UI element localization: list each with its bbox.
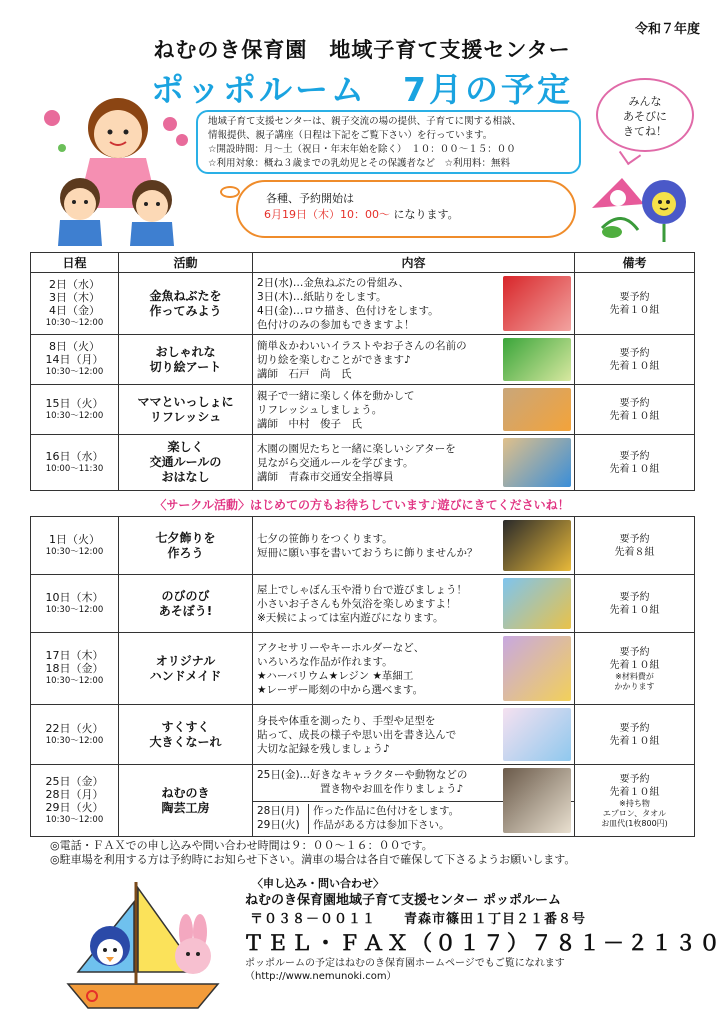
contact-org: ねむのき保育園地域子育て支援センター ポッポルーム bbox=[245, 893, 562, 908]
event-content: 2日(水)…金魚ねぶたの骨組み、 3日(木)…紙貼りをします。 4日(金)…ロウ描き、色付けをします。 色付けのみの参加もできますよ！ bbox=[253, 273, 575, 335]
table-row bbox=[31, 435, 695, 491]
intro-line: 地域子育て支援センターは、親子交流の場の提供、子育てに関する相談、 bbox=[208, 116, 522, 127]
table-row bbox=[31, 335, 695, 385]
contact-phone: ＴＥＬ・ＦＡＸ（０１７）７８１－２１３０ bbox=[243, 931, 723, 955]
fiscal-year: 令和７年度 bbox=[634, 22, 700, 37]
circle-date: 25日（金） 28日（月） 29日（火） 10:30～12:00 bbox=[31, 765, 119, 837]
contact-heading: 〈申し込み・問い合わせ〉 bbox=[252, 877, 384, 890]
intro-line: 情報提供、親子講座（日程は下記をご覧下さい）を行っています。 bbox=[208, 130, 493, 141]
footer-note: ◎駐車場を利用する方は予約時にお知らせ下さい。満車の場合は各自で確保して下さるようお願いします。 bbox=[50, 853, 576, 866]
cloud-tail bbox=[220, 186, 240, 198]
events-table bbox=[30, 252, 695, 491]
event-activity: 楽しく 交通ルールの おはなし bbox=[119, 435, 253, 491]
footer-note: ◎電話・ＦＡＸでの申し込みや問い合わせ時間は９：００～１６：００です。 bbox=[50, 839, 433, 852]
circle-notes: 要予約 先着１０組 bbox=[575, 575, 695, 633]
circle-notes: 要予約 先着１０組 bbox=[575, 705, 695, 765]
circle-activity: 七夕飾りを 作ろう bbox=[119, 517, 253, 575]
circle-notes: 要予約 先着１０組 ※持ち物 エプロン、タオル お皿代(1枚800円) bbox=[575, 765, 695, 837]
traffic-safety-photo bbox=[503, 438, 571, 487]
sailboat-mascots-illustration bbox=[48, 872, 230, 1012]
event-date: 8日（火） 14日（月） 10:30～12:00 bbox=[31, 335, 119, 385]
event-notes: 要予約 先着１０組 bbox=[575, 335, 695, 385]
circle-activity: ねむのき 陶芸工房 bbox=[119, 765, 253, 837]
circle-content: 七夕の笹飾りをつくります。 短冊に願い事を書いておうちに飾りませんか？ bbox=[253, 517, 575, 575]
intro-box bbox=[196, 110, 581, 174]
teacher-children-illustration bbox=[40, 88, 190, 248]
event-content: 親子で一緒に楽しく体を動かして リフレッシュしましょう。 講師 中村 俊子 氏 bbox=[253, 385, 575, 435]
circle-notes: 要予約 先着１０組 ※材料費が かかります bbox=[575, 633, 695, 705]
notice-label: 各種、予約開始は bbox=[266, 192, 354, 205]
intro-line: ☆利用対象：概ね３歳までの乳幼児とその保護者など ☆利用料：無料 bbox=[208, 158, 511, 169]
reservation-notice bbox=[236, 180, 576, 238]
event-notes: 要予約 先着１０組 bbox=[575, 273, 695, 335]
event-content: 木園の園児たちと一緒に楽しいシアターを 見ながら交通ルールを学びます。 講師 青森市交通安全指導員 bbox=[253, 435, 575, 491]
event-activity: おしゃれな 切り絵アート bbox=[119, 335, 253, 385]
circle-content: アクセサリーやキーホルダーなど、 いろいろな作品が作れます。 ★ハーバリウム★レジン ★革細工 ★レーザー彫刻の中から選べます。 bbox=[253, 633, 575, 705]
bubble-line: きてね！ bbox=[623, 125, 667, 138]
pottery-photo bbox=[503, 768, 571, 833]
bubble-line: みんな bbox=[628, 95, 662, 108]
table-row bbox=[31, 633, 695, 705]
table-row bbox=[31, 705, 695, 765]
header-date: 日程 bbox=[31, 253, 119, 273]
event-activity: 金魚ねぶたを 作ってみよう bbox=[119, 273, 253, 335]
event-notes: 要予約 先着１０組 bbox=[575, 435, 695, 491]
header-activity: 活動 bbox=[119, 253, 253, 273]
intro-line: ☆開設時間：月～土（祝日・年末年始を除く） １０：００～１５：００ bbox=[208, 144, 516, 155]
event-content: 簡単＆かわいいイラストやお子さんの名前の 切り絵を楽しむことができます♪ 講師 石戸 尚 氏 bbox=[253, 335, 575, 385]
handmade-photo bbox=[503, 636, 571, 701]
rooftop-photo bbox=[503, 578, 571, 629]
contact-address: 〒０３８－００１１ 青森市篠田１丁目２１番８号 bbox=[250, 912, 587, 927]
circle-activity: のびのび あそぼう! bbox=[119, 575, 253, 633]
goldfish-nebuta-photo bbox=[503, 276, 571, 331]
website-note bbox=[245, 957, 565, 983]
circle-activity: すくすく 大きくなーれ bbox=[119, 705, 253, 765]
event-date: 15日（火） 10:30～12:00 bbox=[31, 385, 119, 435]
website-url[interactable]: （http://www.nemunoki.com） bbox=[245, 971, 397, 982]
table-row bbox=[31, 517, 695, 575]
circle-date: 22日（火） 10:30～12:00 bbox=[31, 705, 119, 765]
circle-content: 屋上でしゃぼん玉や滑り台で遊びましょう！ 小さいお子さんも外気浴を楽しめますよ！ ※天候によっては室内遊びになります。 bbox=[253, 575, 575, 633]
notice-date: 6月19日（木）10：00～ bbox=[264, 208, 390, 221]
event-activity: ママといっしょに リフレッシュ bbox=[119, 385, 253, 435]
circle-activity: オリジナル ハンドメイド bbox=[119, 633, 253, 705]
page-title: ポッポルーム 7月の予定 bbox=[151, 70, 573, 109]
growth-record-photo bbox=[503, 708, 571, 761]
notice-date-line bbox=[264, 207, 574, 223]
circle-notes: 要予約 先着８組 bbox=[575, 517, 695, 575]
paper-cut-photo bbox=[503, 338, 571, 381]
circle-content: 身長や体重を測ったり、手型や足型を 貼って、成長の様子や思い出を書き込んで 大切な記録を残しましょう♪ bbox=[253, 705, 575, 765]
speech-bubble bbox=[596, 78, 694, 152]
website-text: ポッポルームの予定はねむのき保育園ホームページでもご覧になれます bbox=[245, 958, 565, 969]
bubble-line: あそびに bbox=[623, 110, 667, 123]
table-row bbox=[31, 273, 695, 335]
circles-table bbox=[30, 516, 695, 837]
circle-content: 25日(金)…好きなキャラクターや動物などの 置き物やお皿を作りましょう♪ 28日(月) 29日(火) 作った作品に色付けをします。 作品がある方は参加下さい。 bbox=[253, 765, 575, 837]
footer-notes bbox=[50, 839, 575, 867]
circle-date: 17日（木） 18日（金） 10:30～12:00 bbox=[31, 633, 119, 705]
header-content: 内容 bbox=[253, 253, 575, 273]
tanabata-photo bbox=[503, 520, 571, 571]
circle-banner: 〈サークル活動〉はじめての方もお待ちしています♪遊びにきてくださいね！ bbox=[154, 498, 570, 512]
circle-date: 1日（火） 10:30～12:00 bbox=[31, 517, 119, 575]
table-header-row bbox=[31, 253, 695, 273]
notice-suffix: になります。 bbox=[393, 208, 459, 221]
event-date: 16日（水） 10:00～11:30 bbox=[31, 435, 119, 491]
event-notes: 要予約 先着１０組 bbox=[575, 385, 695, 435]
event-date: 2日（水） 3日（木） 4日（金） 10:30～12:00 bbox=[31, 273, 119, 335]
morning-glory-illustration bbox=[582, 158, 702, 244]
circle-date: 10日（木） 10:30～12:00 bbox=[31, 575, 119, 633]
table-row bbox=[31, 765, 695, 837]
header-notes: 備考 bbox=[575, 253, 695, 273]
org-title: ねむのき保育園 地域子育て支援センター bbox=[153, 38, 571, 62]
table-row bbox=[31, 385, 695, 435]
table-row bbox=[31, 575, 695, 633]
exercise-photo bbox=[503, 388, 571, 431]
